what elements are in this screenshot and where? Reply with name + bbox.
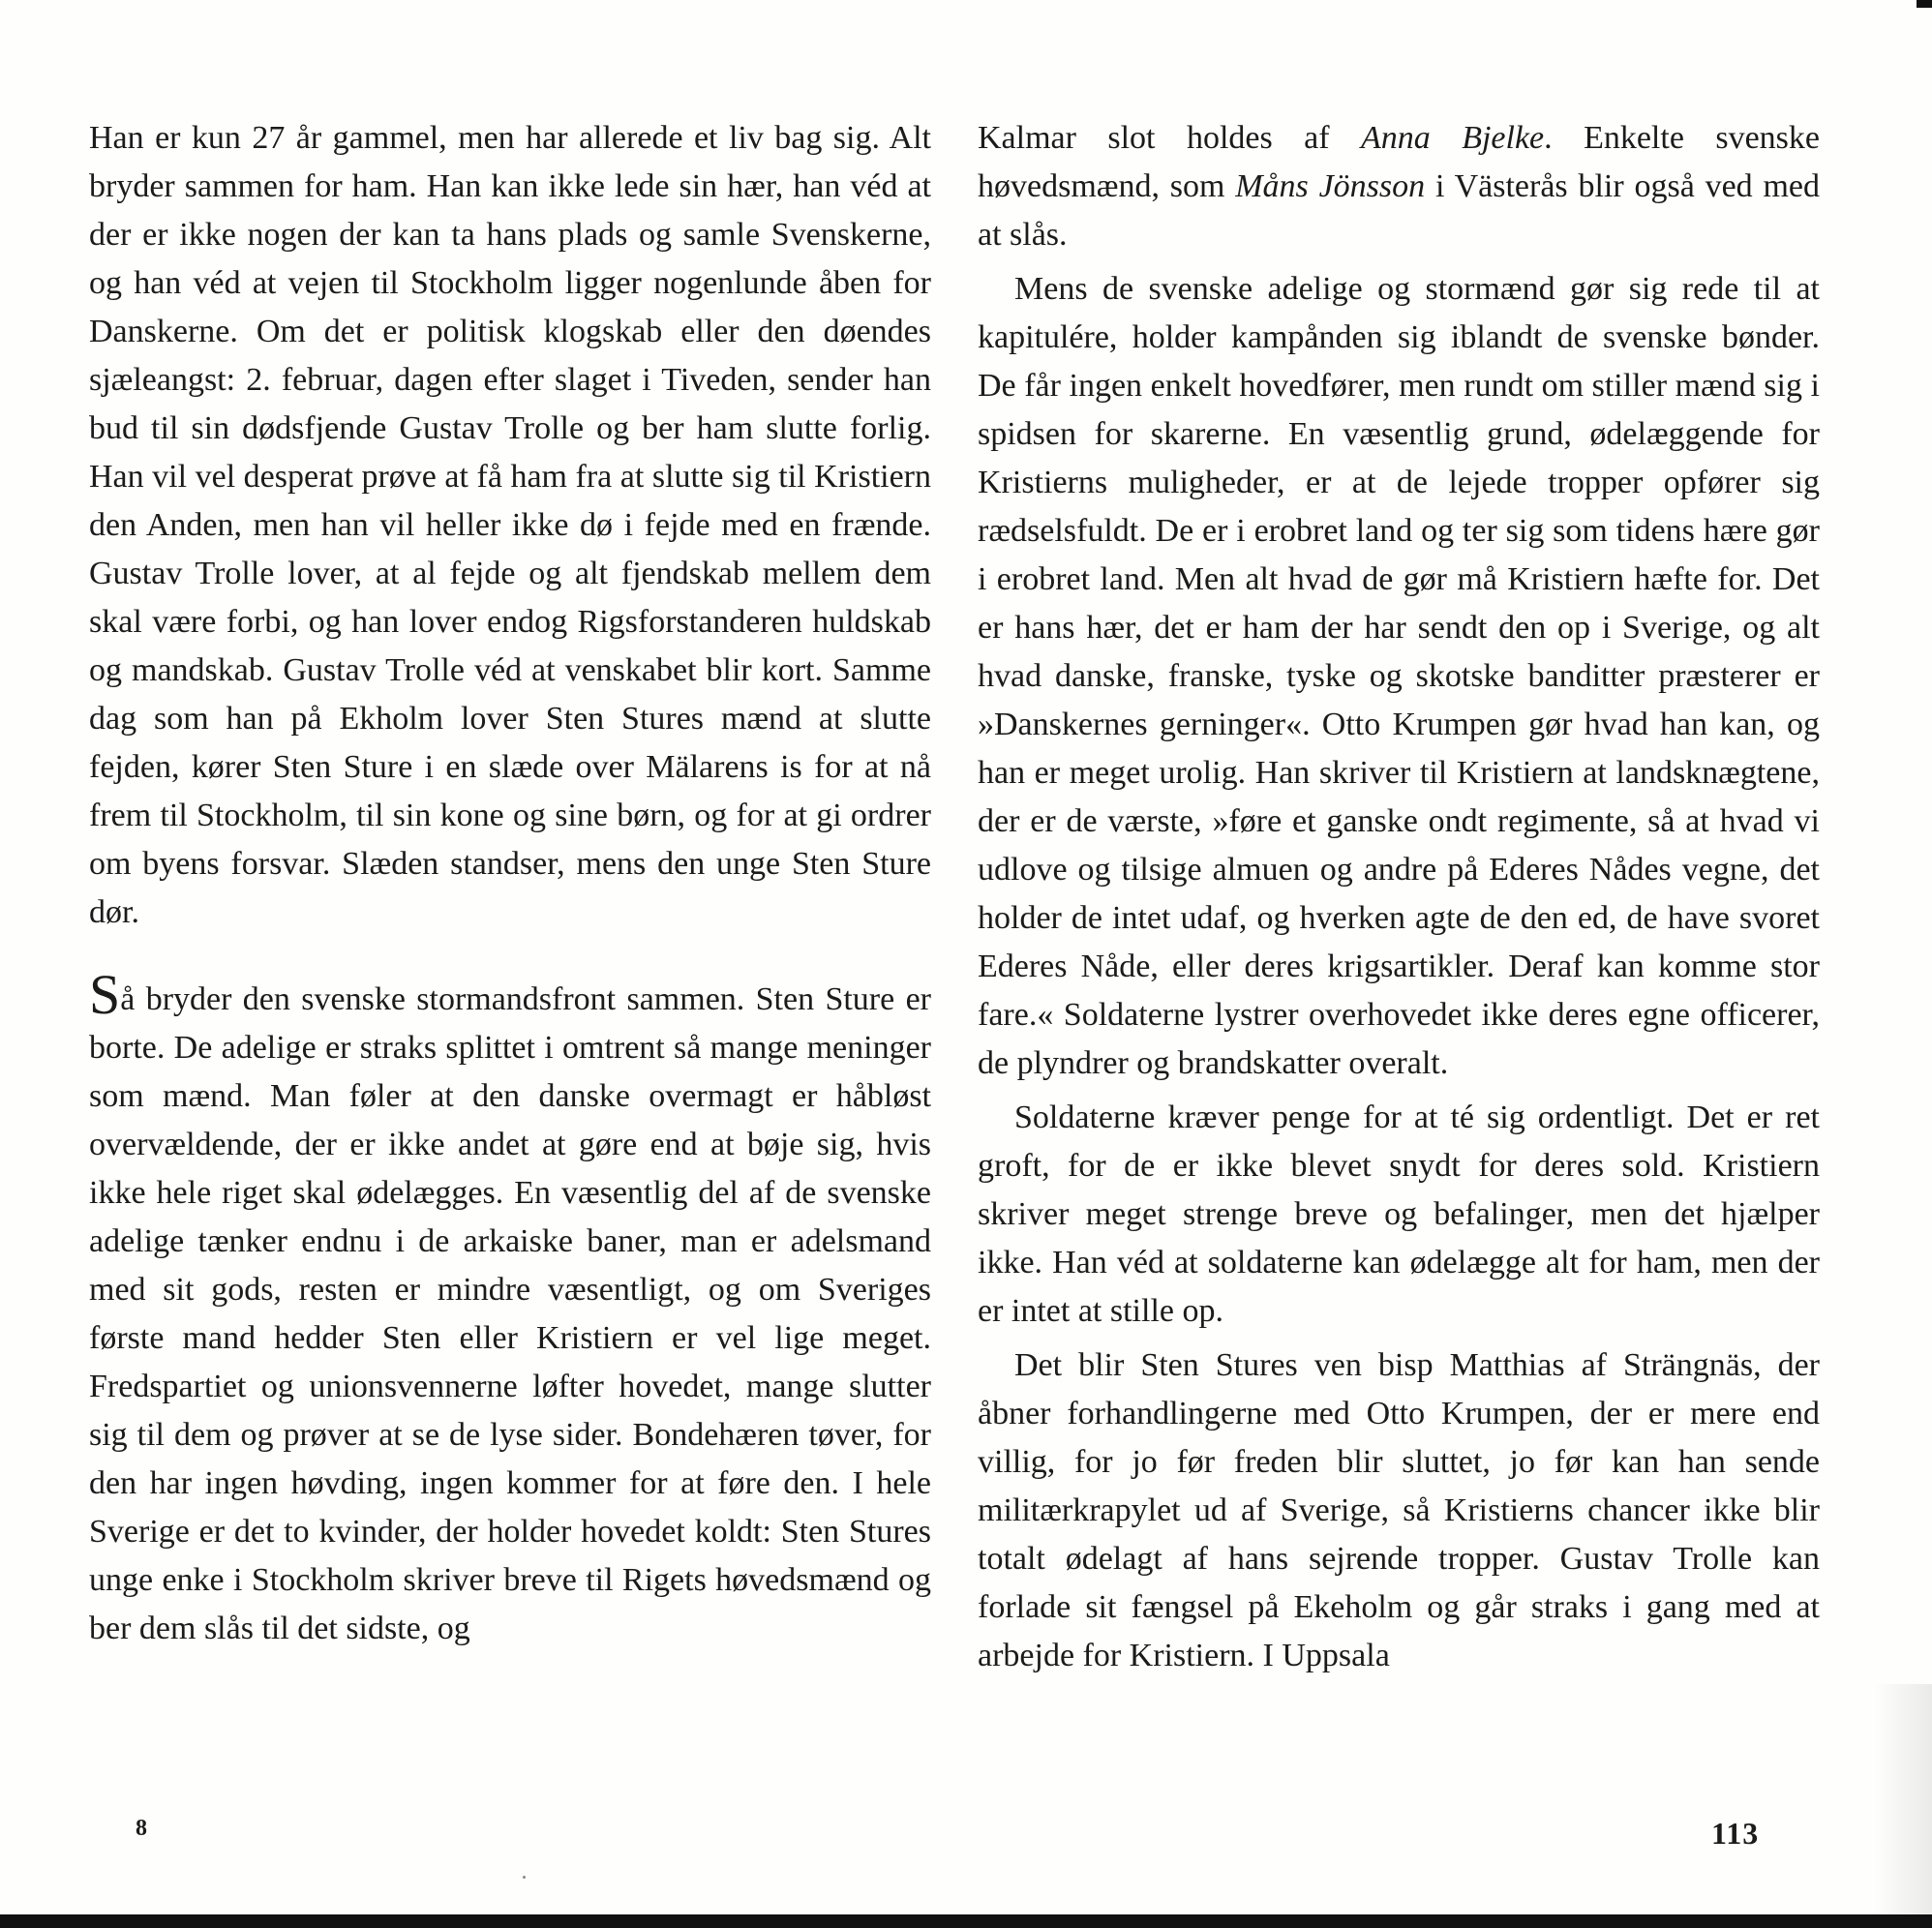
left-paragraph-1: Han er kun 27 år gammel, men har allerede et liv bag sig. Alt bryder sammen for ham. Han kan ikke lede sin hær, han véd at der er ikke nogen der kan ta hans plads og samle Svenskerne, og han véd at vejen til Stockholm ligger nogenlunde åben for Danskerne. Om det er politisk klogskab eller den døendes sjæleangst: 2. februar, dagen efter slaget i Tiveden, sender han bud til sin dødsfjende Gustav Trolle og ber ham slutte forlig. Han vil vel desperat prøve at få ham fra at slutte sig til Kristiern den Anden, men han vil heller ikke dø i fejde med en frænde. Gustav Trolle lover, at al fejde og alt fjendskab mellem dem skal være forbi, og han lover endog Rigsforstanderen huldskab og mandskab. Gustav Trolle véd at venskabet blir kort. Samme dag som han på Ekholm lover Sten Stures mænd at slutte fejden, kører Sten Sture i en slæde over Mälarens is for at nå frem til Stockholm, til sin kone og sine børn, og for at gi ordrer om byens forsvar. Slæden standser, mens den unge Sten Sture dør. bbox=[89, 120, 931, 930]
right-paragraph-1 bbox=[978, 114, 1820, 259]
name-mans-jonsson: Måns Jönsson bbox=[1235, 168, 1426, 204]
right-paragraph-3: Soldaterne kræver penge for at té sig ordentligt. Det er ret groft, for de er ikke blevet snydt for deres sold. Kristiern skriver meget strenge breve og befalinger, men det hjælper ikke. Han véd at soldaterne kan ødelægge alt for ham, men der er intet at stille op. bbox=[978, 1100, 1820, 1329]
left-page-text bbox=[89, 114, 931, 1653]
right-paragraph-1-text-c: i Västerås blir også ved med at slås. bbox=[978, 168, 1821, 253]
name-anna-bjelke: Anna Bjelke bbox=[1361, 120, 1545, 156]
right-page-text bbox=[978, 114, 1820, 1680]
scan-dust-speck bbox=[523, 1876, 526, 1879]
left-page-number: 8 bbox=[136, 1816, 147, 1841]
right-paragraph-4: Det blir Sten Stures ven bisp Matthias af Strängnäs, der åbner forhandlingerne med Otto Krumpen, der er mere end villig, for jo før freden blir sluttet, jo før kan han sende militærkrapylet ud af Sverige, så Kristierns chancer ikke blir totalt ødelagt af hans sejrende tropper. Gustav Trolle kan forlade sit fængsel på Ekeholm og går straks i gang med at arbejde for Kristiern. I Uppsala bbox=[978, 1347, 1820, 1673]
right-paragraph-1-text-b: . Enkelte svenske høvedsmænd, som bbox=[978, 120, 1820, 204]
left-paragraph-2 bbox=[89, 963, 931, 1653]
scan-corner-mark bbox=[1917, 0, 1932, 8]
right-paragraph-1-text-a: Kalmar slot holdes af bbox=[978, 120, 1361, 156]
left-paragraph-2-text: å bryder den svenske stormandsfront sammen. Sten Sture er borte. De adelige er straks splittet i omtrent så mange meninger som mænd. Man føler at den danske overmagt er håbløst overvældende, der er ikke andet at gøre end at bøje sig, hvis ikke hele riget skal ødelægges. En væsentlig del af de svenske adelige tænker endnu i de arkaiske baner, man er adelsmand med sit gods, resten er mindre væsentligt, og om Sveriges første mand hedder Sten eller Kristiern er vel lige meget. Fredspartiet og unionsvennerne løfter hovedet, mange slutter sig til dem og prøver at se de lyse sider. Bondehæren tøver, for den har ingen høvding, ingen kommer for at føre den. I hele Sverige er det to kvinder, der holder hovedet koldt: Sten Stures unge enke i Stockholm skriver breve til Rigets høvedsmænd og ber dem slås til det sidste, og bbox=[89, 981, 931, 1646]
drop-cap: S bbox=[89, 963, 121, 1026]
right-page-number: 113 bbox=[1711, 1816, 1760, 1851]
scan-bottom-edge bbox=[0, 1914, 1932, 1928]
scan-shadow bbox=[1874, 1684, 1932, 1914]
right-paragraph-2: Mens de svenske adelige og stormænd gør sig rede til at kapitulére, holder kampånden sig iblandt de svenske bønder. De får ingen enkelt hovedfører, men rundt om stiller mænd sig i spidsen for skarerne. En væsentlig grund, ødelæggende for Kristierns muligheder, er at de lejede tropper opfører sig rædselsfuldt. De er i erobret land og ter sig som tidens hære gør i erobret land. Men alt hvad de gør må Kristiern hæfte for. Det er hans hær, det er ham der har sendt den op i Sverige, og alt hvad danske, franske, tyske og skotske banditter præsterer er »Danskernes gerninger«. Otto Krumpen gør hvad han kan, og han er meget urolig. Han skriver til Kristiern at landsknægtene, der er de værste, »føre et ganske ondt regimente, så at hvad vi udlove og tilsige almuen og andre på Ederes Nådes vegne, det holder de intet udaf, og hverken agte de den ed, de have svoret Ederes Nåde, eller deres krigsartikler. Deraf kan komme stor fare.« Soldaterne lystrer overhovedet ikke deres egne officerer, de plyndrer og brandskatter overalt. bbox=[978, 271, 1820, 1081]
